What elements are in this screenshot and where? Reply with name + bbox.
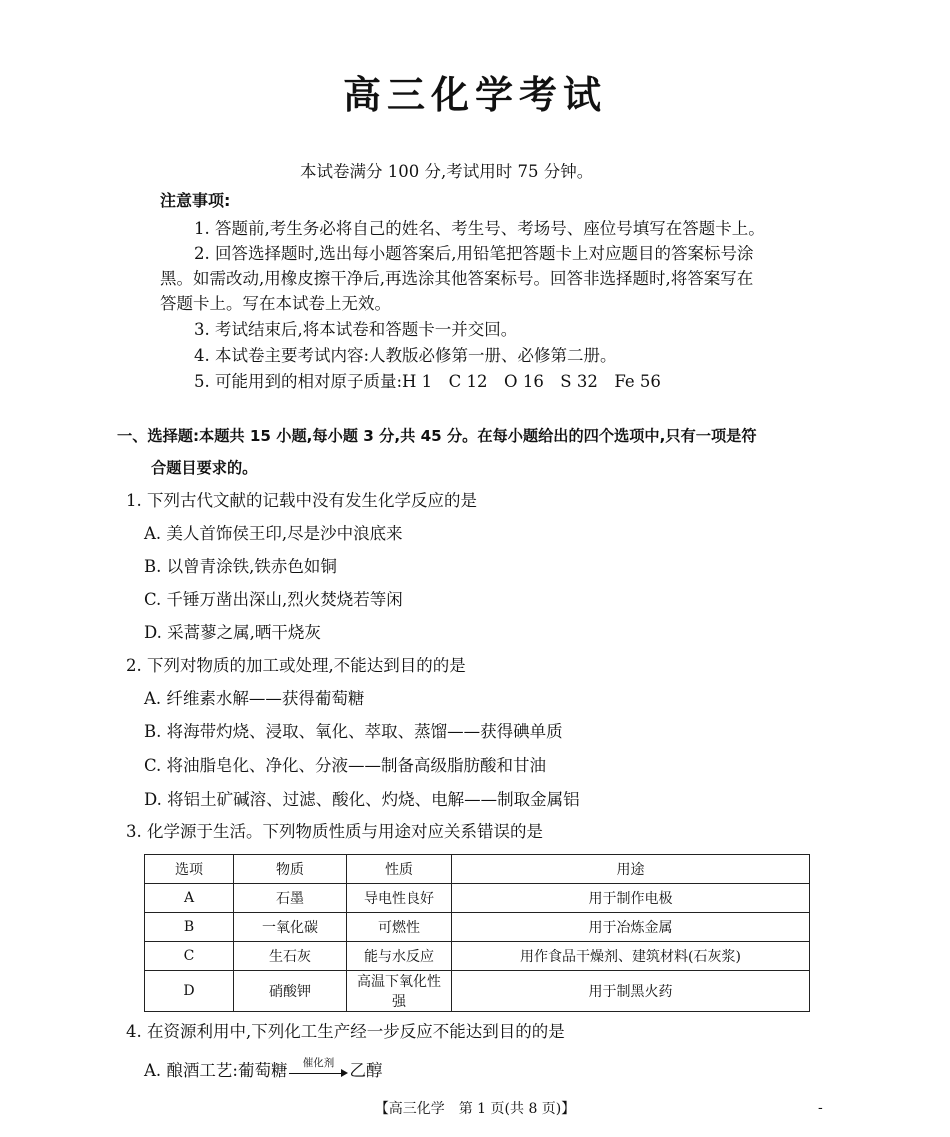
question-3-table xyxy=(144,854,810,1012)
note-2-line-1: 2. 回答选择题时,选出每小题答案后,用铅笔把答题卡上对应题目的答案标号涂 xyxy=(194,244,754,263)
table-header-cell: 选项 xyxy=(145,855,234,884)
question-2-option-b: B. 将海带灼烧、浸取、氧化、萃取、蒸馏——获得碘单质 xyxy=(144,722,563,741)
question-1-option-d: D. 采蒿蓼之属,晒干烧灰 xyxy=(144,623,321,642)
table-cell: B xyxy=(145,913,234,942)
note-5: 5. 可能用到的相对原子质量:H 1 C 12 O 16 S 32 Fe 56 xyxy=(194,372,661,391)
table-cell: 可燃性 xyxy=(347,913,452,942)
table-cell: 石墨 xyxy=(234,884,347,913)
page-footer: 【高三化学 第 1 页(共 8 页)】 xyxy=(374,1101,576,1117)
table-cell: 导电性良好 xyxy=(347,884,452,913)
table-cell: D xyxy=(145,971,234,1012)
table-header-row xyxy=(145,855,810,884)
table-cell: 一氧化碳 xyxy=(234,913,347,942)
table-row xyxy=(145,971,810,1012)
arrow-head-icon xyxy=(341,1069,348,1077)
table-cell: A xyxy=(145,884,234,913)
table-row xyxy=(145,942,810,971)
table-header-cell: 性质 xyxy=(347,855,452,884)
arrow-shaft xyxy=(289,1073,345,1074)
table-cell: 硝酸钾 xyxy=(234,971,347,1012)
notes-heading: 注意事项: xyxy=(160,191,231,210)
table-cell: 用于制黑火药 xyxy=(452,971,810,1012)
question-4-option-a-product: 乙醇 xyxy=(349,1061,383,1080)
table-cell: 生石灰 xyxy=(234,942,347,971)
note-1: 1. 答题前,考生务必将自己的姓名、考生号、考场号、座位号填写在答题卡上。 xyxy=(194,219,765,238)
exam-intro: 本试卷满分 100 分,考试用时 75 分钟。 xyxy=(300,162,594,181)
table-cell: 用于制作电极 xyxy=(452,884,810,913)
question-1-option-c: C. 千锤万凿出深山,烈火焚烧若等闲 xyxy=(144,590,403,609)
note-4: 4. 本试卷主要考试内容:人教版必修第一册、必修第二册。 xyxy=(194,346,617,365)
table-cell: 能与水反应 xyxy=(347,942,452,971)
note-3: 3. 考试结束后,将本试卷和答题卡一并交回。 xyxy=(194,320,518,339)
question-2-stem: 2. 下列对物质的加工或处理,不能达到目的的是 xyxy=(126,656,466,675)
question-2-option-c: C. 将油脂皂化、净化、分液——制备高级脂肪酸和甘油 xyxy=(144,756,547,775)
table-cell: C xyxy=(145,942,234,971)
table-header-cell: 用途 xyxy=(452,855,810,884)
question-4-stem: 4. 在资源利用中,下列化工生产经一步反应不能达到目的的是 xyxy=(126,1022,565,1041)
question-1-stem: 1. 下列古代文献的记载中没有发生化学反应的是 xyxy=(126,491,477,510)
table-header-cell: 物质 xyxy=(234,855,347,884)
question-1-option-a: A. 美人首饰侯王印,尽是沙中浪底来 xyxy=(144,524,403,543)
note-2-line-3: 答题卡上。写在本试卷上无效。 xyxy=(160,294,391,313)
section-heading-line-2: 合题目要求的。 xyxy=(151,459,258,477)
table-cell: 用于冶炼金属 xyxy=(452,913,810,942)
table-cell: 用作食品干燥剂、建筑材料(石灰浆) xyxy=(452,942,810,971)
note-2-line-2: 黑。如需改动,用橡皮擦干净后,再选涂其他答案标号。回答非选择题时,将答案写在 xyxy=(160,269,754,288)
question-4-option-a xyxy=(144,1056,383,1082)
corner-mark: - xyxy=(818,1100,823,1116)
question-2-option-d: D. 将铝土矿碱溶、过滤、酸化、灼烧、电解——制取金属铝 xyxy=(144,790,580,809)
question-2-option-a: A. 纤维素水解——获得葡萄糖 xyxy=(144,689,365,708)
reaction-arrow-label: 催化剂 xyxy=(302,1056,335,1069)
table-cell: 高温下氧化性强 xyxy=(347,971,452,1012)
section-heading-line-1: 一、选择题:本题共 15 小题,每小题 3 分,共 45 分。在每小题给出的四个选项中,只有一项是符 xyxy=(117,427,757,445)
question-1-option-b: B. 以曾青涂铁,铁赤色如铜 xyxy=(144,557,337,576)
table-row xyxy=(145,913,810,942)
question-4-option-a-prefix: A. 酿酒工艺:葡萄糖 xyxy=(144,1061,288,1080)
reaction-arrow xyxy=(287,1056,349,1082)
question-3-stem: 3. 化学源于生活。下列物质性质与用途对应关系错误的是 xyxy=(126,822,543,841)
page-title: 高三化学考试 xyxy=(342,73,607,117)
table-row xyxy=(145,884,810,913)
